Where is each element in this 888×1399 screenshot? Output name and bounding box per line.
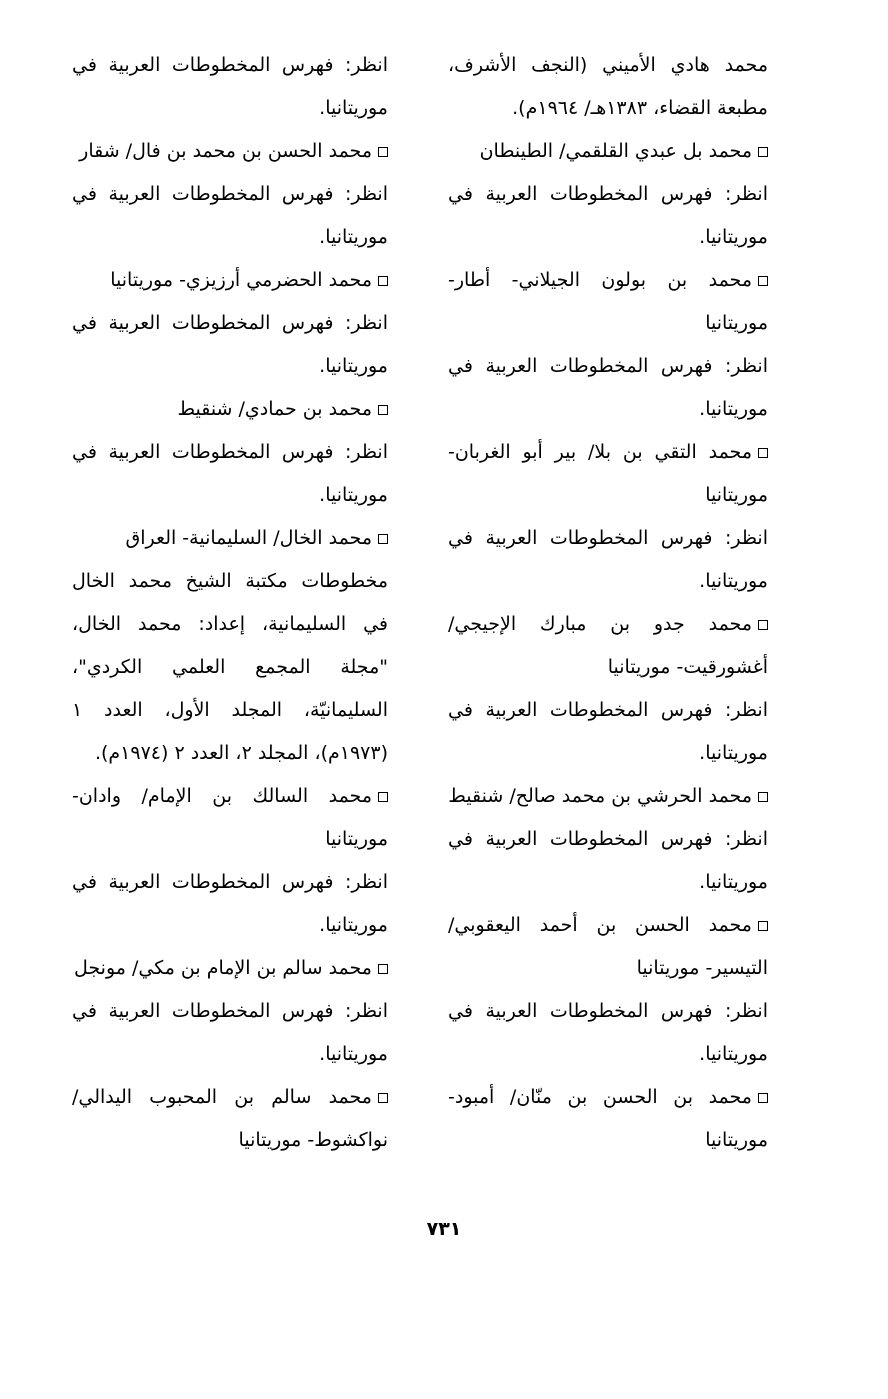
entry-title-text: محمد الحرشي بن محمد صالح/ شنقيط [448, 785, 752, 807]
right-column [448, 44, 768, 1162]
index-entry [72, 947, 388, 1076]
entry-body: انظر: فهرس المخطوطات العربية في موريتانيا. [72, 1000, 388, 1065]
entry-title-text: محمد سالم بن الإمام بن مكي/ مونجل [74, 957, 372, 979]
checkbox-square-icon [378, 405, 388, 415]
checkbox-square-icon [378, 534, 388, 544]
entry-body: انظر: فهرس المخطوطات العربية في موريتانيا. [72, 183, 388, 248]
checkbox-square-icon [378, 276, 388, 286]
entry-body: انظر: فهرس المخطوطات العربية في موريتانيا. [72, 871, 388, 936]
entry-title-text: محمد بن حمادي/ شنقيط [177, 398, 372, 420]
checkbox-square-icon [758, 448, 768, 458]
index-entry [448, 775, 768, 904]
entry-title-text: محمد بن الحسن بن منّان/ أمبود- موريتانيا [448, 1086, 768, 1151]
index-entry [72, 44, 388, 130]
page-number: ٧٣١ [426, 1218, 462, 1240]
entry-title-text: محمد بل عبدي القلقمي/ الطينطان [479, 140, 752, 162]
checkbox-square-icon [378, 792, 388, 802]
index-entry [448, 44, 768, 130]
entry-title [448, 904, 768, 990]
entry-title-text: محمد التقي بن بلا/ بير أبو الغربان- موريتانيا [448, 441, 768, 506]
index-entry [72, 388, 388, 517]
entry-title [448, 130, 768, 173]
checkbox-square-icon [378, 1093, 388, 1103]
index-entry [448, 603, 768, 775]
checkbox-square-icon [758, 1093, 768, 1103]
entry-title [72, 775, 388, 861]
index-entry [448, 904, 768, 1076]
entry-title [72, 259, 388, 302]
entry-title [72, 517, 388, 560]
entry-body: انظر: فهرس المخطوطات العربية في موريتانيا. [448, 355, 768, 420]
index-entry [448, 130, 768, 259]
index-entry [448, 259, 768, 431]
checkbox-square-icon [758, 276, 768, 286]
checkbox-square-icon [378, 964, 388, 974]
checkbox-square-icon [758, 921, 768, 931]
index-entry [72, 259, 388, 388]
entry-body: انظر: فهرس المخطوطات العربية في موريتانيا. [448, 183, 768, 248]
entry-title-text: محمد الحضرمي أرزيزي- موريتانيا [110, 269, 372, 291]
entry-title-text: محمد الحسن بن محمد بن فال/ شقار [79, 140, 372, 162]
entry-title [72, 947, 388, 990]
index-entry [448, 1076, 768, 1162]
entry-body: انظر: فهرس المخطوطات العربية في موريتانيا. [448, 828, 768, 893]
entry-title [448, 431, 768, 517]
entry-body: انظر: فهرس المخطوطات العربية في موريتانيا. [72, 312, 388, 377]
entry-body: محمد هادي الأميني (النجف الأشرف، مطبعة القضاء، ١٣٨٣هـ/ ١٩٦٤م). [448, 54, 768, 119]
index-entry [72, 517, 388, 775]
index-entry [72, 775, 388, 947]
index-entry [72, 1076, 388, 1162]
checkbox-square-icon [758, 620, 768, 630]
index-entry [448, 431, 768, 603]
entry-title-text: محمد الحسن بن أحمد اليعقوبي/ التيسير- موريتانيا [448, 914, 768, 979]
entry-title-text: محمد الخال/ السليمانية- العراق [125, 527, 372, 549]
checkbox-square-icon [758, 792, 768, 802]
entry-title [72, 1076, 388, 1162]
entry-title [448, 603, 768, 689]
index-entry [72, 130, 388, 259]
entry-body: انظر: فهرس المخطوطات العربية في موريتانيا. [72, 54, 388, 119]
entry-title-text: محمد السالك بن الإمام/ وادان- موريتانيا [72, 785, 388, 850]
checkbox-square-icon [378, 147, 388, 157]
entry-title-text: محمد جدو بن مبارك الإجيجي/ أغشورقيت- موريتانيا [448, 613, 768, 678]
entry-body: مخطوطات مكتبة الشيخ محمد الخال في السليمانية، إعداد: محمد الخال، "مجلة المجمع العلمي الكردي"، السليمانيّة، المجلد الأول، العدد ١ (١٩٧٣م)، المجلد ٢، العدد ٢ (١٩٧٤م). [72, 570, 388, 764]
entry-title [448, 259, 768, 345]
entry-title [72, 130, 388, 173]
checkbox-square-icon [758, 147, 768, 157]
entry-title [448, 1076, 768, 1162]
entry-title [448, 775, 768, 818]
entry-title [72, 388, 388, 431]
entry-body: انظر: فهرس المخطوطات العربية في موريتانيا. [448, 699, 768, 764]
entry-body: انظر: فهرس المخطوطات العربية في موريتانيا. [448, 1000, 768, 1065]
left-column [72, 44, 388, 1162]
entry-body: انظر: فهرس المخطوطات العربية في موريتانيا. [448, 527, 768, 592]
entry-body: انظر: فهرس المخطوطات العربية في موريتانيا. [72, 441, 388, 506]
entry-title-text: محمد سالم بن المحبوب اليدالي/ نواكشوط- موريتانيا [72, 1086, 388, 1151]
entry-title-text: محمد بن بولون الجيلاني- أطار- موريتانيا [448, 269, 768, 334]
